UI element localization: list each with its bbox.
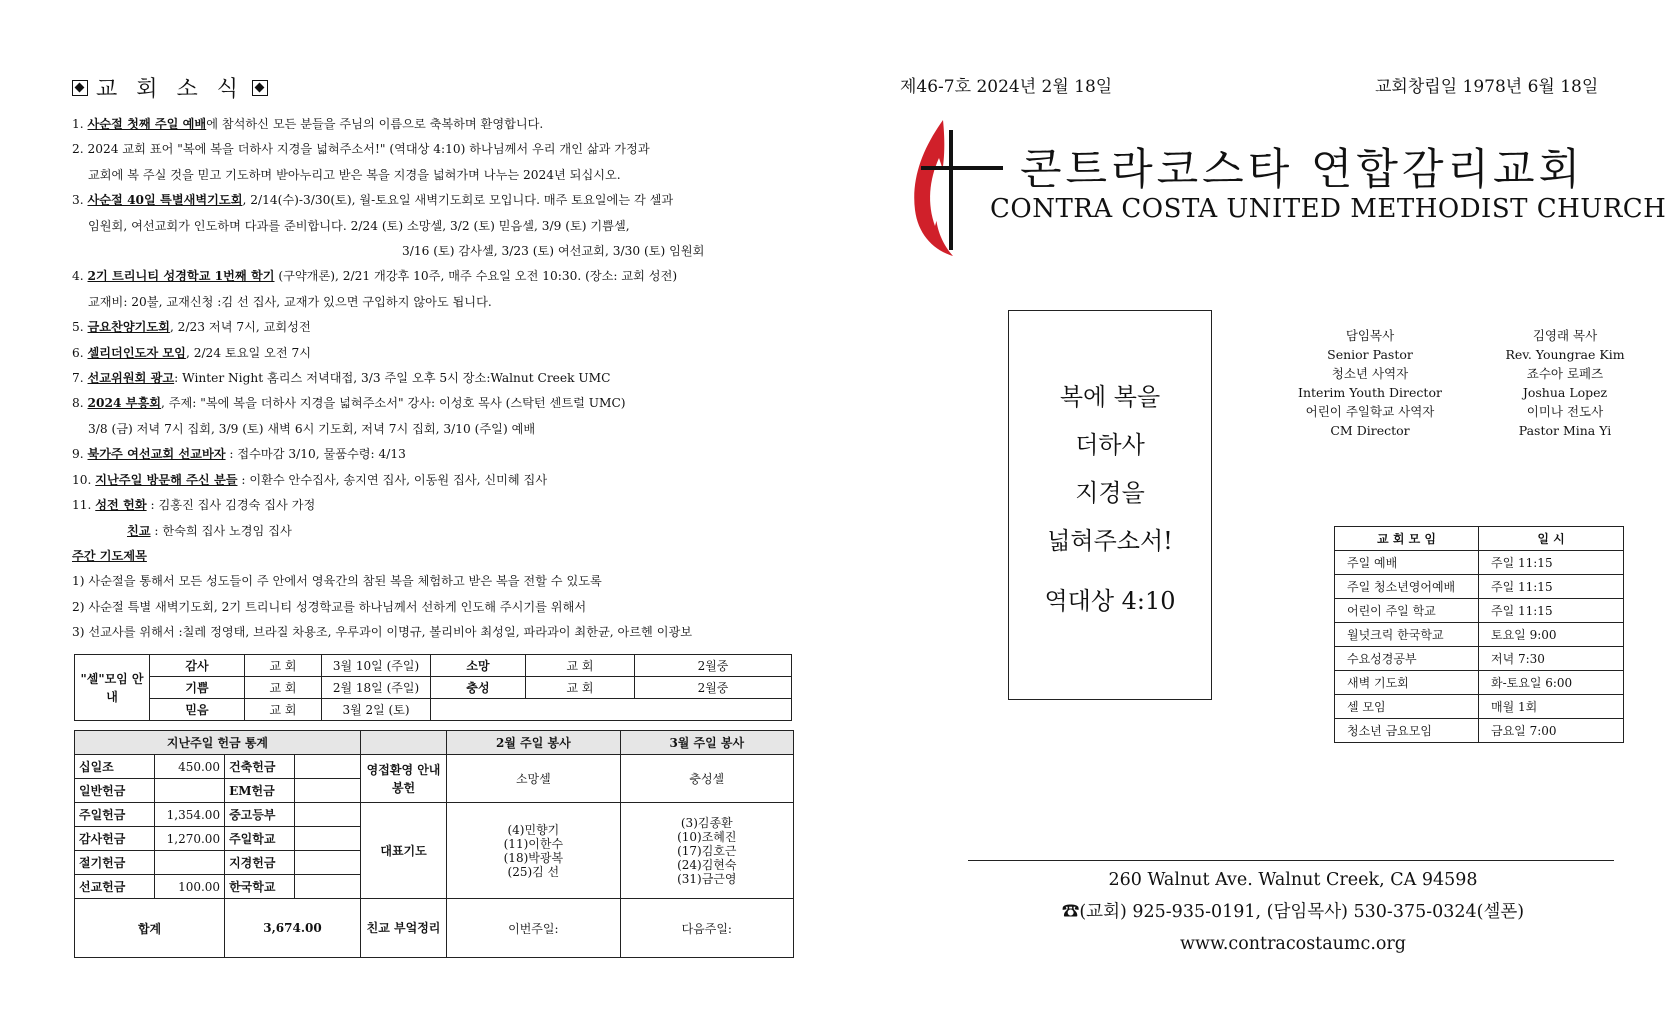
table-row — [1335, 551, 1624, 575]
cell-date: 2월 18일 (주일) — [322, 677, 431, 699]
total-label: 합계 — [75, 899, 225, 958]
table-row — [1335, 623, 1624, 647]
finance-table — [74, 730, 794, 958]
news-item-number: 3. — [72, 193, 84, 208]
cell-table-head: "셀"모임 안내 — [75, 655, 150, 721]
meeting-time: 주일 11:15 — [1479, 599, 1624, 623]
news-item-number: 8. — [72, 396, 84, 411]
staff-title: CM Director — [1330, 423, 1410, 438]
news-item — [72, 188, 792, 213]
news-item-text: : 김홍진 집사 김경숙 집사 가정 — [146, 498, 316, 513]
offering-label: 건축헌금 — [225, 755, 295, 779]
cell-place: 교 회 — [245, 655, 322, 677]
offering-label: 절기헌금 — [75, 851, 155, 875]
offering-amount — [155, 851, 225, 875]
cell-date: 2월중 — [635, 655, 792, 677]
staff-title: 청소년 사역자 — [1331, 366, 1409, 381]
staff-names — [1500, 326, 1630, 440]
staff-name: 죠수아 로페즈 — [1526, 366, 1604, 381]
website: www.contracostaumc.org — [1180, 934, 1406, 954]
news-item — [72, 341, 792, 366]
offering-label: 한국학교 — [225, 875, 295, 899]
table-row — [1335, 719, 1624, 743]
cell-date: 3월 10일 (주일) — [322, 655, 431, 677]
cell-name: 충성 — [431, 677, 526, 699]
prayer-leader: (25)김 선 — [507, 864, 560, 879]
prayer-leader: (17)김호근 — [677, 843, 737, 858]
meeting-name: 수요성경공부 — [1335, 647, 1479, 671]
prayer-leader: (3)김종환 — [680, 815, 733, 830]
news-item-text: 2024 교회 표어 "복에 복을 더하사 지경을 넓혀주소서!" (역대상 4:10) 하나님께서 우리 개인 삶과 가정과 — [87, 142, 650, 157]
news-item-number: 7. — [72, 371, 84, 386]
cell-place: 교 회 — [526, 655, 635, 677]
cell-place: 교 회 — [245, 699, 322, 721]
staff-titles — [1280, 326, 1460, 440]
meeting-time: 주일 11:15 — [1479, 551, 1624, 575]
mar-service-head: 3월 주일 봉사 — [620, 731, 793, 755]
offering-label: 십일조 — [75, 755, 155, 779]
news-item-text: 3/8 (금) 저녁 7시 집회, 3/9 (토) 새벽 6시 기도회, 저녁 7시 집회, 3/10 (주일) 예배 — [88, 421, 536, 436]
prayer-leader: (24)김현숙 — [677, 857, 737, 872]
offering-amount: 1,270.00 — [155, 827, 225, 851]
meeting-name: 청소년 금요모임 — [1335, 719, 1479, 743]
cross-flame-logo-icon — [905, 118, 1005, 258]
meeting-time: 주일 11:15 — [1479, 575, 1624, 599]
news-item-text: : 한숙희 집사 노경임 집사 — [150, 523, 292, 538]
news-item-headline: 지난주일 방문해 주신 분들 — [95, 472, 238, 487]
offering-amount — [295, 803, 361, 827]
schedule-head-meeting: 교 회 모 임 — [1335, 527, 1479, 551]
offering-label: 중고등부 — [225, 803, 295, 827]
prayer-leader-label: 대표기도 — [360, 803, 446, 899]
news-item — [72, 290, 792, 315]
news-list — [72, 112, 792, 646]
staff-title: 담임목사 — [1345, 328, 1395, 343]
news-item-headline: 사순절 40일 특별새벽기도회 — [87, 193, 243, 208]
news-item-number: 6. — [72, 345, 84, 360]
staff-name: 김영래 목사 — [1532, 328, 1598, 343]
news-item-headline: 2기 트리니티 성경학교 1번째 학기 — [87, 269, 275, 284]
cell-name: 믿음 — [150, 699, 245, 721]
address-block — [968, 864, 1618, 960]
founded-date: 교회창립일 1978년 6월 18일 — [1375, 77, 1599, 97]
news-item-number: 9. — [72, 447, 84, 462]
meeting-time: 화-토요일 6:00 — [1479, 671, 1624, 695]
motto-box — [1008, 310, 1212, 700]
meeting-time: 금요일 7:00 — [1479, 719, 1624, 743]
table-row — [1335, 575, 1624, 599]
prayer-item: 1) 사순절을 통해서 모든 성도들이 주 안에서 영육간의 참된 복을 체험하고 받은 복을 전할 수 있도록 — [72, 574, 602, 589]
meeting-name: 셀 모임 — [1335, 695, 1479, 719]
table-row — [1335, 695, 1624, 719]
staff-title: Interim Youth Director — [1298, 385, 1442, 400]
offering-label: 주일헌금 — [75, 803, 155, 827]
schedule-head-time: 일 시 — [1479, 527, 1624, 551]
news-item — [72, 391, 792, 416]
news-item-number: 10. — [72, 472, 92, 487]
table-row — [75, 803, 794, 827]
offering-amount — [295, 755, 361, 779]
phone: ☎(교회) 925-935-0191, (담임목사) 530-375-0324(셀폰) — [1061, 902, 1525, 922]
cell-place: 교 회 — [526, 677, 635, 699]
prayer-leader: (18)박광복 — [503, 850, 564, 865]
staff-name: 이미나 전도사 — [1526, 404, 1604, 419]
news-item-number: 11. — [72, 498, 92, 513]
news-item — [72, 163, 792, 188]
cell-date: 2월중 — [635, 677, 792, 699]
news-item — [72, 137, 792, 162]
motto-line: 지경을 — [1075, 479, 1145, 507]
total-amount: 3,674.00 — [225, 899, 361, 958]
cell-name: 기쁨 — [150, 677, 245, 699]
motto-reference: 역대상 4:10 — [1044, 587, 1176, 615]
motto-line: 복에 복을 — [1059, 383, 1161, 411]
meeting-time: 매월 1회 — [1479, 695, 1624, 719]
news-item-text: : Winter Night 홈리스 저녁대접, 3/3 주일 오후 5시 장소:Walnut Creek UMC — [174, 371, 611, 386]
news-item-text: 임원회, 여선교회가 인도하며 다과를 준비합니다. 2/24 (토) 소망셀, 3/2 (토) 믿음셀, 3/9 (토) 기쁨셀, — [88, 218, 630, 233]
church-name-korean: 콘트라코스타 연합감리교회 — [1020, 145, 1585, 195]
staff-title: Senior Pastor — [1327, 347, 1413, 362]
offering-label: 주일학교 — [225, 827, 295, 851]
finance-title: 지난주일 헌금 통계 — [75, 731, 361, 755]
prayer-item: 3) 선교사를 위해서 :칠레 정영태, 브라질 차용조, 우루과이 이명규, 볼리비아 최성일, 파라과이 최한균, 아르헨 이광보 — [72, 625, 693, 640]
news-item-text: : 접수마감 3/10, 물품수령: 4/13 — [225, 447, 406, 462]
news-item — [72, 315, 792, 340]
meeting-name: 새벽 기도회 — [1335, 671, 1479, 695]
cell-date: 3월 2일 (토) — [322, 699, 431, 721]
news-item — [72, 417, 792, 442]
meeting-name: 어린이 주일 학교 — [1335, 599, 1479, 623]
news-item-text: 3/16 (토) 감사셀, 3/23 (토) 여선교회, 3/30 (토) 임원회 — [402, 244, 705, 259]
table-row — [75, 755, 794, 779]
news-item-number: 4. — [72, 269, 84, 284]
prayer-leaders-mar — [620, 803, 793, 899]
offering-amount: 1,354.00 — [155, 803, 225, 827]
staff-name: Pastor Mina Yi — [1518, 423, 1612, 438]
table-row — [1335, 671, 1624, 695]
news-item-headline: 북가주 여선교회 선교바자 — [87, 447, 226, 462]
offering-amount — [295, 779, 361, 803]
news-item-text: , 주제: "복에 복을 더하사 지경을 넓혀주소서" 강사: 이성호 목사 (스탁턴 센트럴 UMC) — [161, 396, 626, 411]
prayer-leader: (10)조혜진 — [677, 829, 737, 844]
motto-line: 더하사 — [1075, 431, 1145, 459]
news-item-headline: 선교위원회 광고 — [87, 371, 175, 386]
divider — [968, 860, 1614, 861]
prayer-leader: (31)금근영 — [677, 871, 737, 886]
table-row — [1335, 647, 1624, 671]
prayer-leaders-feb — [447, 803, 620, 899]
fellowship-next-week: 다음주일: — [620, 899, 793, 958]
offering-amount — [295, 827, 361, 851]
prayer-title: 주간 기도제목 — [72, 548, 147, 563]
diamond-icon — [252, 80, 268, 96]
offering-amount: 450.00 — [155, 755, 225, 779]
news-item — [72, 519, 792, 544]
news-item — [72, 468, 792, 493]
fellowship-this-week: 이번주일: — [447, 899, 620, 958]
news-item — [72, 366, 792, 391]
offering-label: EM헌금 — [225, 779, 295, 803]
fellowship-label: 친교 부엌정리 — [360, 899, 446, 958]
news-item-headline: 친교 — [127, 523, 151, 538]
news-item — [72, 239, 792, 264]
news-item-headline: 2024 부흥회 — [87, 396, 161, 411]
meeting-time: 토요일 9:00 — [1479, 623, 1624, 647]
offering-amount — [295, 851, 361, 875]
news-item-text: 교재비: 20불, 교재신청 :김 선 집사, 교재가 있으면 구입하지 않아도 됩니다. — [88, 294, 492, 309]
cell-meeting-table — [74, 654, 792, 721]
cell-name: 소망 — [431, 655, 526, 677]
meeting-name: 주일 청소년영어예배 — [1335, 575, 1479, 599]
news-title: 교 회 소 식 — [72, 72, 268, 103]
issue-number: 제46-7호 2024년 2월 18일 — [900, 77, 1113, 97]
news-item-text: (구약개론), 2/21 개강후 10주, 매주 수요일 오전 10:30. (장소: 교회 성전) — [274, 269, 678, 284]
offering-label: 선교헌금 — [75, 875, 155, 899]
news-item — [72, 112, 792, 137]
prayer-leader: (4)민향기 — [507, 822, 560, 837]
meeting-name: 월넛크릭 한국학교 — [1335, 623, 1479, 647]
meeting-name: 주일 예배 — [1335, 551, 1479, 575]
address: 260 Walnut Ave. Walnut Creek, CA 94598 — [1108, 870, 1478, 890]
news-item-headline: 금요찬양기도회 — [87, 320, 170, 335]
cell-place: 교 회 — [245, 677, 322, 699]
offering-amount — [155, 779, 225, 803]
news-item-number: 5. — [72, 320, 84, 335]
news-item — [72, 264, 792, 289]
greeter-label: 영접환영 안내봉헌 — [360, 755, 446, 803]
table-row — [1335, 599, 1624, 623]
greeter-mar: 충성셀 — [620, 755, 793, 803]
news-item — [72, 214, 792, 239]
news-item-headline: 셀리더인도자 모임 — [87, 345, 186, 360]
staff-name: Joshua Lopez — [1522, 385, 1608, 400]
news-item-number: 2. — [72, 142, 84, 157]
news-item-text: : 이환수 안수집사, 송지연 집사, 이동원 집사, 신미혜 집사 — [237, 472, 548, 487]
news-item — [72, 442, 792, 467]
offering-label: 일반헌금 — [75, 779, 155, 803]
news-item-text: , 2/24 토요일 오전 7시 — [185, 345, 312, 360]
news-item-headline: 성전 헌화 — [95, 498, 147, 513]
offering-amount — [295, 875, 361, 899]
offering-label: 감사헌금 — [75, 827, 155, 851]
offering-amount: 100.00 — [155, 875, 225, 899]
news-item-headline: 사순절 첫째 주일 예배 — [87, 117, 207, 131]
meeting-time: 저녁 7:30 — [1479, 647, 1624, 671]
staff-name: Rev. Youngrae Kim — [1505, 347, 1625, 362]
cell-name: 감사 — [150, 655, 245, 677]
schedule-table — [1334, 526, 1624, 743]
total-row — [75, 899, 794, 958]
news-item-text: , 2/14(수)-3/30(토), 월-토요일 새벽기도회로 모입니다. 매주 토요일에는 각 셀과 — [242, 193, 674, 208]
motto-line: 넓혀주소서! — [1047, 527, 1173, 555]
news-item-number: 1. — [72, 117, 84, 131]
diamond-icon — [72, 80, 88, 96]
church-name-english: CONTRA COSTA UNITED METHODIST CHURCH — [990, 194, 1667, 224]
staff-title: 어린이 주일학교 사역자 — [1305, 404, 1435, 419]
news-item-text: 교회에 복 주실 것을 믿고 기도하며 받아누리고 받은 복을 지경을 넓혀가며 나누는 2024년 되십시오. — [88, 167, 621, 182]
greeter-feb: 소망셀 — [447, 755, 620, 803]
offering-label: 지경헌금 — [225, 851, 295, 875]
prayer-leader: (11)이한수 — [503, 836, 564, 851]
feb-service-head: 2월 주일 봉사 — [447, 731, 620, 755]
news-item — [72, 493, 792, 518]
news-item-text: 에 참석하신 모든 분들을 주님의 이름으로 축복하며 환영합니다. — [206, 117, 544, 131]
news-item-text: , 2/23 저녁 7시, 교회성전 — [169, 320, 311, 335]
prayer-item: 2) 사순절 특별 새벽기도회, 2기 트리니티 성경학교를 하나님께서 선하게 인도해 주시기를 위해서 — [72, 599, 587, 614]
